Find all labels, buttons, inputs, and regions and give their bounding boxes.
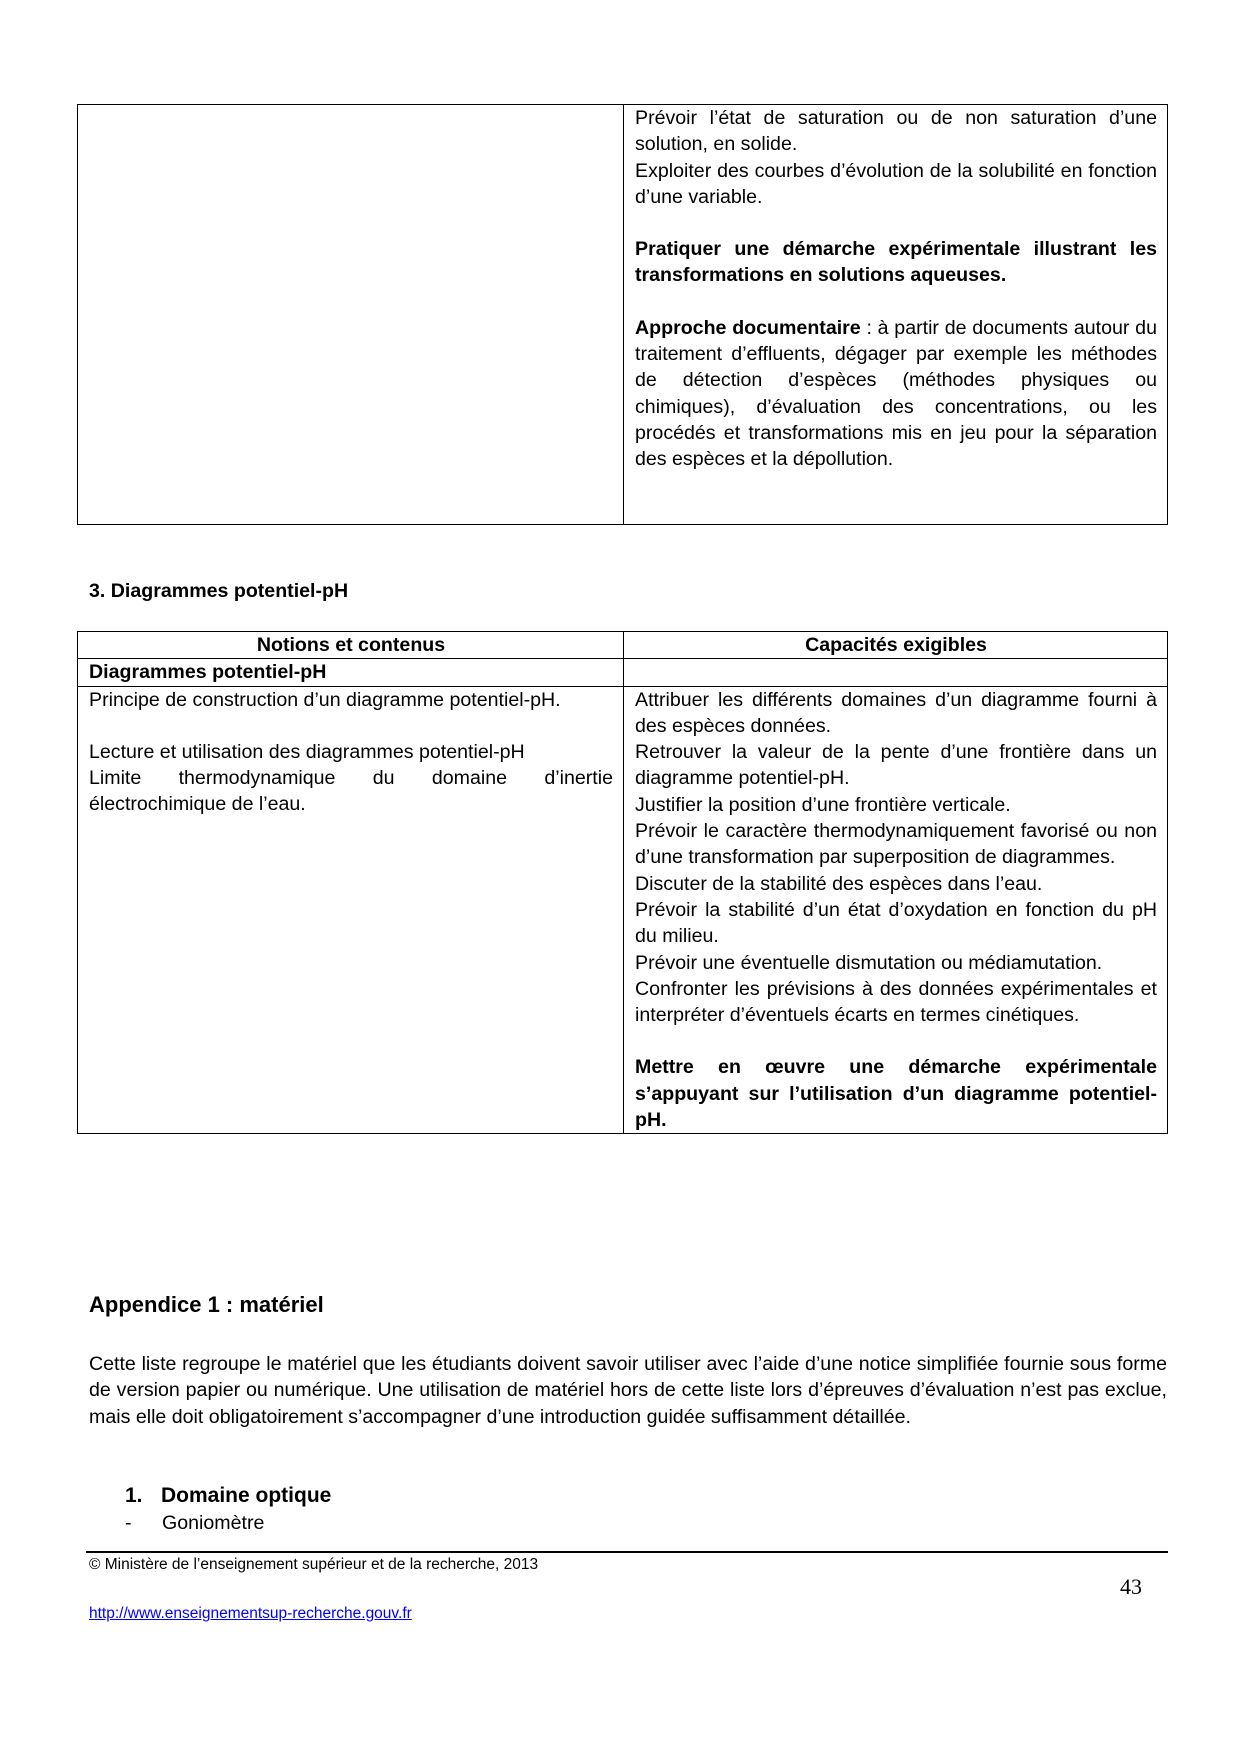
text: Prévoir la stabilité d’un état d’oxydation en fonction du pH du milieu. [635,898,1157,948]
empty-notions-cell [78,105,624,525]
potential-ph-table [77,631,1168,1134]
text: Principe de construction d’un diagramme potentiel-pH. [89,688,561,711]
table-continued [77,104,1168,525]
subheading-cell: Diagrammes potentiel-pH [78,659,624,686]
text: Prévoir l’état de saturation ou de non saturation d’une solution, en solide. [635,107,1157,156]
list-item [125,1510,264,1536]
bold-text: Approche documentaire [635,316,861,339]
text: Limite thermodynamique du domaine d’inertie électrochimique de l’eau. [89,767,613,816]
appendix-paragraph: Cette liste regroupe le matériel que les étudiants doivent savoir utiliser avec l’aide d’une notice simplifiée fournie sous forme de version papier ou numérique. Une utilisation de matériel hors de cette liste lors d’épreuves d’évaluation n’est pas exclue, mais elle doit obligatoirement s’accompagner d’une introduction guidée suffisamment détaillée. [89,1353,1167,1428]
notions-cell [78,686,624,1134]
footer-link[interactable]: http://www.enseignementsup-recherche.gouv.fr [89,1605,412,1622]
list-number: 1. [125,1484,143,1507]
text: Mettre en œuvre une démarche expérimentale s’appuyant sur l’utilisation d’un diagramme potentiel-pH. [635,1056,1157,1132]
text [635,315,1157,473]
text: Confronter les prévisions à des données expérimentales et interpréter d’éventuels écarts en termes cinétiques. [635,977,1157,1027]
domain-heading [125,1483,331,1509]
column-header: Notions et contenus [78,632,624,659]
page-number: 43 [1120,1574,1142,1599]
copyright: © Ministère de l’enseignement supérieur et de la recherche, 2013 [89,1556,539,1573]
footer-divider [86,1551,1168,1553]
capacites-cell [624,105,1168,525]
text: Exploiter des courbes d’évolution de la solubilité en fonction d’une variable. [635,159,1157,208]
column-header: Capacités exigibles [624,632,1168,659]
text: Retrouver la valeur de la pente d’une frontière dans un diagramme potentiel-pH. [635,741,1157,790]
text: Pratiquer une démarche expérimentale illustrant les transformations en solutions aqueuses. [635,238,1157,287]
text: Attribuer les différents domaines d’un diagramme fourni à des espèces données. [635,688,1157,737]
text: Justifier la position d’une frontière verticale. [635,793,1011,816]
text: : à partir de documents autour du traitement d’effluents, dégager par exemple les méthodes de détection d’espèces (méthodes physiques ou chimiques), d’évaluation des concentrations, ou les procédés et transformations mis en jeu pour la séparation des espèces et la dépollution. [635,316,1157,471]
text: Discuter de la stabilité des espèces dans l’eau. [635,872,1043,895]
appendix-title: Appendice 1 : matériel [89,1292,324,1317]
text: Lecture et utilisation des diagrammes potentiel-pH [89,740,525,763]
text: Prévoir une éventuelle dismutation ou médiamutation. [635,951,1103,974]
empty-cell [624,659,1168,686]
bullet: - [125,1512,132,1534]
domain-title: Domaine optique [161,1484,332,1507]
text: Prévoir le caractère thermodynamiquement favorisé ou non d’une transformation par superposition de diagrammes. [635,820,1157,869]
capacites-cell [624,686,1168,1134]
section-heading: 3. Diagrammes potentiel-pH [89,580,349,602]
item-text: Goniomètre [162,1512,265,1534]
